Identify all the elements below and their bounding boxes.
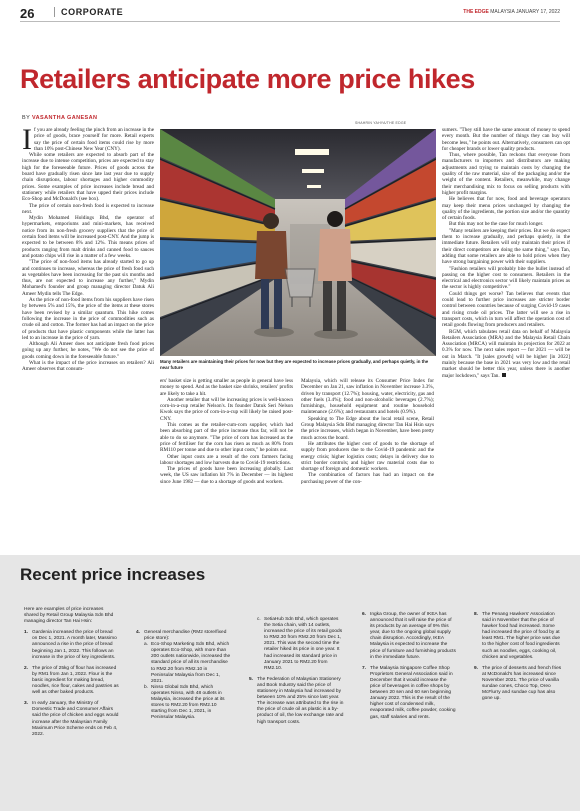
paragraph: Although Ali Ameer does not anticipate fresh food prices going up any further, he notes, "We do not see the price of goods coming down in the foreseeable future." xyxy=(22,341,154,360)
list-item xyxy=(362,612,457,661)
sub-list-text: Eco-Shop Marketing Sdn Bhd, which operates Eco-Shop, with more than 200 outlets nationwide, increased the standard price of all its merchandise to RM2.20 from RM2.10 in Peninsular Malaysia from Dec 1, 2021. xyxy=(151,642,231,684)
list-text: Gardenia increased the price of bread on Dec 1, 2021. A month later, Massimo announced a rise in the price of bread beginning Jan 1, 2022. This follows an increase in the price of key ingredients. xyxy=(32,630,117,660)
byline-author: VASANTHA GANESAN xyxy=(31,115,98,121)
list-item xyxy=(474,666,564,703)
list-item xyxy=(249,677,344,726)
sub-list-item xyxy=(136,642,231,685)
paragraph: ers' basket size is getting smaller as people in general have less money to spend. And as the basket size shrinks, retailers' profits are likely to take a hit. xyxy=(160,378,293,397)
supermarket-photo-illustration xyxy=(160,129,436,356)
paragraph: As the price of non-food items from his suppliers have risen by between 5% and 15%, the price of the items at these stores have been revised by a similar quantum. This hike comes following the increase in the price of commodities such as crude oil and cotton. The former has had an impact on the price of products that have plastic components while the latter has led to an increase in the price of yarn. xyxy=(22,297,154,341)
paragraph: But this may not be the case for much longer. xyxy=(449,221,544,228)
article-column-4 xyxy=(442,127,570,379)
list-number: 8. xyxy=(474,612,479,617)
paragraph: He attributes the higher cost of goods to the shortage of supply from producers due to the Covid-19 pandemic and the energy crisis; higher logistics costs; delays in delivery due to strict border controls; and higher raw material costs due to shortage of foreign and domestic workers. xyxy=(301,440,434,473)
header-rule xyxy=(20,21,560,22)
byline xyxy=(22,115,97,121)
list-text: The Federation of Malaysian Stationery and Book Industry said the price of stationery in Malaysia had increased by between 10% and 25% since last year. The increase was attributed to the rise in the price of crude oil as plastic is a by-product of oil, the low exchange rate and high transport costs. xyxy=(257,676,344,725)
list-number: 6. xyxy=(362,612,367,617)
article-column-2 xyxy=(160,378,293,485)
box-column-4 xyxy=(362,607,457,721)
sub-list-item xyxy=(249,617,344,672)
list-number: 4. xyxy=(136,630,141,635)
paragraph: The combination of factors has had an impact on the purchasing power of the con- xyxy=(301,472,434,485)
lead-text: f you are already feeling the pinch from an increase in the price of goods, brace yourself for more. Retail experts say the price of certain food items could rise by more than 10% post-Chinese New Year (CNY). xyxy=(34,127,154,152)
box-title: Recent price increases xyxy=(20,565,206,584)
box-column-3 xyxy=(249,607,344,726)
paragraph: sumers. "They still have the same amount of money to spend every month. But the number of things they can buy will become less," he points out. Alternatively, consumers can opt for cheaper brands or lower quality products. xyxy=(442,127,570,152)
paragraph: While some retailers are expected to absorb part of the increase due to intense competition, prices are expected to stay high for the foreseeable future. Prices of goods across the board have gradually risen since late last year due to supply chain disruptions, labour shortages and higher commodity prices. Some examples of price increases include bread and stationery while retailers that have upped their prices include Eco-Shop and McDonald's (see box). xyxy=(22,152,154,203)
paragraph: Another retailer that will be increasing prices is well-known corn-in-a-cup retailer Nelson's. Its founder Datuk Seri Nelson Kwok says the price of corn-in-a-cup will likely be raised post-CNY. xyxy=(160,396,293,422)
list-number: 9. xyxy=(474,665,479,671)
list-item xyxy=(136,630,231,642)
box-column-2 xyxy=(136,607,231,721)
paragraph: "The price of non-food items has already started to go up and continues to increase, whereas the price of fresh food such as vegetables have been increasing for the past six months and thus, are not expected to increase any further," Mydin Mohamed's founder and group managing director Datuk Ali Ameer Mydin tells The Edge. xyxy=(22,259,154,297)
list-text: The Penang Hawkers' Association said in November that the price of hawker food had increased. Some had increased the price of food by at least RM1. The higher price was due to the higher cost of food ingredients such as noodles, eggs, cooking oil, chicken and vegetables. xyxy=(482,612,561,660)
list-number: 2. xyxy=(24,665,29,671)
paragraph: Mydin Mohamed Holdings Bhd, the operator of hypermarkets, emporiums and mini-markets, has received notice from its non-fresh grocery suppliers that the price of certain food items will be increased post-CNY. And the jump is expected to be between 8% and 12%. This means prices of products ranging from malt drinks and canned food to sauces and potato chips will rise in a matter of a few weeks. xyxy=(22,215,154,259)
masthead-date: MALAYSIA JANUARY 17, 2022 xyxy=(490,9,560,15)
list-text: In early January, the Ministry of Domestic Trade and Consumer Affairs said the price of chicken and eggs would increase after the Malaysian Family Maximum Price Scheme ends on Feb 4, 2022. xyxy=(32,701,119,737)
sub-list-text: Ninso Global Sdn Bhd, which operates Ninso, with 48 outlets in Malaysia, increased the price at its stores to RM2.20 from RM2.10 starting from Dec 1, 2021, in Peninsular Malaysia. xyxy=(151,684,225,721)
sub-list-letter: b. xyxy=(144,684,149,690)
list-text: The price of 25kg of flour has increased by RM1 from Jan 1, 2022. Flour is the basic ingredient for making bread, noodles, rice flour, cakes and pastries as well as other baked products. xyxy=(32,665,119,696)
box-column-1 xyxy=(24,607,119,738)
paragraph: Other input costs are a result of the corn farmers facing labour shortages and low harvests due to Covid-19 restrictions. xyxy=(160,453,293,466)
list-text: Ingka Group, the owner of IKEA has announced that it will raise the price of its products by an average of 9% this year, due to the ongoing global supply chain disruption. Accordingly, IKEA Malaysia is expected to increase the price of furniture and furnishing products in the immediate future. xyxy=(370,612,456,660)
list-item xyxy=(474,612,564,661)
article-column-1 xyxy=(22,123,154,373)
sub-list-letter: c. xyxy=(257,617,261,622)
box-intro: Here are examples of price increases shared by Retail Group Malaysia Sdn Bhd managing director Tan Hai Hsin: xyxy=(24,607,114,625)
page-number: 26 xyxy=(20,6,35,21)
sub-list-item xyxy=(136,685,231,722)
byline-prefix: BY xyxy=(22,115,31,121)
list-number: 1. xyxy=(24,630,29,636)
paragraph: Could things get worse? Tan believes that events that could lead to further price increases are stricter border control between countries because of surging Covid-19 cases and rising crude oil prices. The latter will see a rise in transport costs, which in turn will affect the operation cost of retail goods flowing from producers and retailers. xyxy=(442,290,570,329)
list-number: 7. xyxy=(362,665,367,671)
headline: Retailers anticipate more price hikes xyxy=(20,64,475,94)
paragraph: Thus, where possible, Tan reckons that everyone from manufacturers to importers and distributors are making adjustments and trying to maintain costs by changing the quality of the raw material, size of the packaging and/or the weight of the content. Retailers, meanwhile, may change their merchandising mix to focus on selling products with higher profit margins. xyxy=(442,152,570,196)
article-column-3 xyxy=(301,378,434,485)
paragraph: The prices of goods have been increasing globally. Last week, the US saw inflation hit 7% in December — its highest since June 1982 — due to a shortage of goods and workers. xyxy=(160,466,293,485)
supermarket-aisle-photo xyxy=(160,129,436,356)
list-number: 3. xyxy=(24,701,29,707)
paragraph: Malaysia, which will release its Consumer Price Index for December on Jan 21, saw inflation in November increase 3.3%, driven by transport (12.7%); housing, water, electricity, gas and other fuels (3.4%); food and non-alcoholic beverages (2.7%); furnishings, household equipment and routine household maintenance (2.6%); and restaurants and hotels (0.9%). xyxy=(301,378,434,416)
photo-caption: Many retailers are maintaining their prices for now but they are expected to increase prices gradually, and perhaps quietly, in the near future xyxy=(160,359,429,370)
sub-list-text: SetiaHub Sdn Bhd, which operates the Setia chain, with 14 outlets, increased the price of its retail goods to RM2.30 from RM2.20 from Dec 1, 2021. This was the second time the retailer hiked its price in one year. It had increased its standard price in January 2021 to RM2.20 from RM2.10. xyxy=(264,617,343,671)
closing-paragraph-text: RGM, which tabulates retail data on behalf of Malaysia Retailers Association (MRA) and the Malaysia Retail Chain Association (MRCA) will maintain its projection for 2022 at 0.3% for now. The next sales report — for 2021 — will be out in March. "It [sales growth] will be higher [in 2022] mainly because the base in 2021 was very low and the retail market should be better this year, unless there is another major lockdown," says Tan. xyxy=(442,328,570,379)
paragraph: The price of certain non-fresh food is expected to increase next. xyxy=(22,202,154,215)
list-text: The price of desserts and french fries at McDonald's has increased since November 2021. The price of vanilla sundae cones, Choco Top, Oreo McFlurry and sundae cup has also gone up. xyxy=(482,665,562,702)
paragraph: What is the impact of the price increases on retailers? Ali Ameer observes that consum- xyxy=(22,359,154,373)
list-text: General merchandise (RM2 store/fixed price store): xyxy=(144,630,227,642)
photo-credit: SHAHRIN YAHYA/THE EDGE xyxy=(355,121,407,125)
drop-cap: I xyxy=(22,123,32,156)
end-mark-icon xyxy=(502,373,506,377)
page-header xyxy=(20,6,560,22)
masthead xyxy=(463,9,560,15)
lead-paragraph xyxy=(22,123,154,156)
list-item xyxy=(24,666,119,696)
sub-list-letter: a. xyxy=(144,642,149,648)
list-item xyxy=(362,666,457,721)
paragraph: Speaking to The Edge about the local retail scene, Retail Group Malaysia Sdn Bhd managing director Tan Hai Hsin says the price increases, which began in November, have been pretty much across the board. xyxy=(301,415,434,441)
section-label: CORPORATE xyxy=(54,7,123,17)
paragraph: This comes as the retailer-cum-corn supplier, which had been absorbing part of the price increase thus far, will not be able to do so anymore. "The price of corn has increased as the price of fertiliser for the corn has risen as much as 80% from RM110 per tonne and due to other input costs," he points out. xyxy=(160,422,293,454)
paragraph: "Fashion retailers will probably bite the bullet instead of passing on the higher cost to consumers. Retailers in the electrical and electronics sector will likely maintain prices as the sector is highly competitive." xyxy=(442,265,570,291)
list-text: The Malaysia Singapore Coffee Shop Proprietors General Association said in December that it would increase the price of beverages in coffee shops by between 20 sen and 60 sen beginning January 2022. This is the result of the higher cost of condensed milk, evaporated milk, coffee powder, cooking gas, staff salaries and rents. xyxy=(370,665,456,720)
box-column-5 xyxy=(474,607,564,702)
paragraph: "Many retailers are keeping their prices. But we do expect them to increase gradually, and perhaps quietly, in the immediate future. Retailers will only maintain their prices if their direct competitors are doing the same thing," says Tan, adding that some retailers are able to hold prices when they have strong bargaining power with their suppliers. xyxy=(442,227,570,266)
list-number: 5. xyxy=(249,676,254,682)
list-item xyxy=(24,701,119,738)
list-item xyxy=(24,630,119,660)
paragraph xyxy=(442,329,570,379)
paragraph: He believes that for now, food and beverage operators may keep their menu prices unchanged by changing the quality of the ingredients, the portion size and/or the quantity of certain foods. xyxy=(442,196,570,222)
masthead-brand: THE EDGE xyxy=(463,9,489,15)
